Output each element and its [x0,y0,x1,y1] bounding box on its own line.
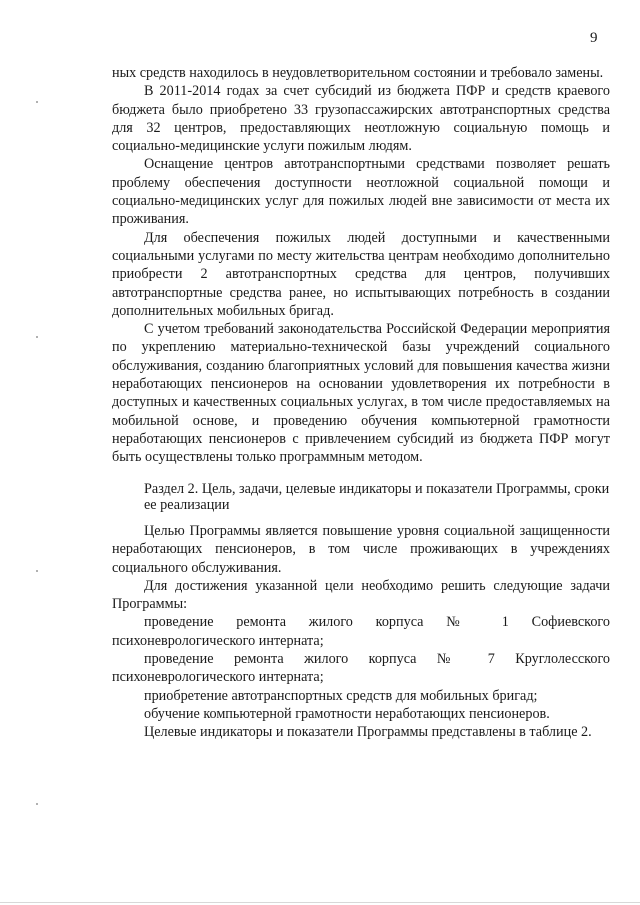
scan-speck [36,803,38,805]
paragraph: В 2011-2014 годах за счет субсидий из бюджета ПФР и средств краевого бюджета было приобретено 33 грузопассажирских автотранспортных средства для 32 центров, предоставляющих неотложную социальную помощь и социально-медицинские услуги пожилым людям. [112,83,610,155]
scan-speck [36,101,38,103]
paragraph: Целевые индикаторы и показатели Программы представлены в таблице 2. [144,724,592,741]
body-text-upper [112,64,610,467]
paragraph: Для достижения указанной цели необходимо решить следующие задачи Программы: [112,577,610,613]
list-item: проведение ремонта жилого корпуса № 1 Софиевского психоневрологического интерната; [112,614,610,649]
list-item: проведение ремонта жилого корпуса № 7 Круглолесского психоневрологического интерната; [112,651,610,686]
page-number: 9 [590,30,598,46]
paragraph: Оснащение центров автотранспортными средствами позволяет решать проблему обеспечения доступности неотложной социальной помощи и социально-медицинских услуг для пожилых людей вне зависимости от места их проживания. [112,156,610,228]
paragraph: ных средств находилось в неудовлетворительном состоянии и требовало замены. [112,65,604,81]
section-heading [144,481,614,513]
scan-speck [36,336,38,338]
section-title: Цель, задачи, целевые индикаторы и показатели Программы, сроки ее реализации [144,481,610,513]
section-number: Раздел 2. [144,481,199,497]
body-text-lower [112,522,610,742]
scan-speck [36,570,38,572]
paragraph: Целью Программы является повышение уровня социальной защищенности неработающих пенсионеров, в том числе проживающих в учреждениях социального обслуживания. [112,523,610,576]
paragraph: С учетом требований законодательства Российской Федерации мероприятия по укреплению материально-технической базы учреждений социального обслуживания, созданию благоприятных условий для повышения качества жизни неработающих пенсионеров на основании удовлетворения их потребности в доступных и качественных социальных услугах, в том числе предоставляемых на мобильной основе, и проведению обучения компьютерной грамотности неработающих пенсионеров с привлечением субсидий из бюджета ПФР могут быть осуществлены только программным методом. [112,321,610,466]
scan-edge [0,902,640,903]
list-item: обучение компьютерной грамотности неработающих пенсионеров. [144,705,550,722]
paragraph: Для обеспечения пожилых людей доступными и качественными социальными услугами по месту жительства центрам необходимо дополнительно приобрести 2 автотранспортных средства для центров, получивших автотранспортные средства ранее, но испытывающих потребность в создании дополнительных мобильных бригад. [112,229,610,319]
list-item: приобретение автотранспортных средств для мобильных бригад; [144,687,538,704]
